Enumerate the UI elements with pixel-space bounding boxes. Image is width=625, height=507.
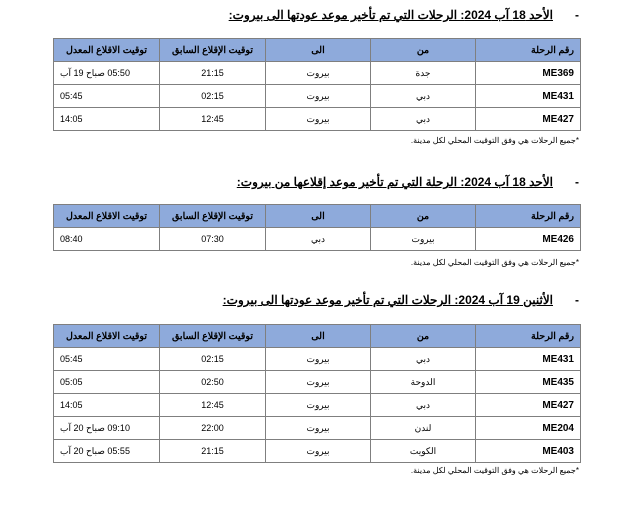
table-header-row: [54, 39, 581, 62]
flight-number: ME426: [476, 228, 581, 251]
new-departure-text: 05:05: [60, 377, 83, 387]
origin: دبي: [371, 108, 476, 131]
previous-departure: 02:50: [160, 371, 266, 394]
col-prev-header: توقيت الإقلاع السابق: [160, 39, 266, 62]
table-row: [54, 440, 581, 463]
col-from-header: من: [371, 205, 476, 228]
new-departure-text: 08:40: [60, 234, 83, 244]
schedule-table-2: [53, 204, 581, 251]
new-departure-text: 05:50 صباح 19 آب: [60, 67, 130, 78]
previous-departure: 02:15: [160, 348, 266, 371]
col-to-header: الى: [266, 325, 371, 348]
table-header-row: [54, 325, 581, 348]
col-flight-header: رقم الرحلة: [476, 325, 581, 348]
new-departure-text: 05:55 صباح 20 آب: [60, 445, 130, 456]
table-row: [54, 348, 581, 371]
new-departure: [54, 371, 160, 394]
flight-number: ME427: [476, 394, 581, 417]
new-departure-text: 05:45: [60, 354, 83, 364]
new-departure: [54, 62, 160, 85]
flight-number: ME427: [476, 108, 581, 131]
flight-number: ME435: [476, 371, 581, 394]
previous-departure: 07:30: [160, 228, 266, 251]
table-row: [54, 62, 581, 85]
bullet-dash: -: [575, 175, 579, 189]
section-title: الأثنين 19 آب 2024: الرحلات التي تم تأخير موعد عودتها الى بيروت:: [222, 293, 553, 307]
new-departure-text: 09:10 صباح 20 آب: [60, 422, 130, 433]
section-3-heading: [223, 293, 579, 307]
col-prev-header: توقيت الإقلاع السابق: [160, 205, 266, 228]
origin: بيروت: [371, 228, 476, 251]
table-row: [54, 417, 581, 440]
flight-number: ME431: [476, 348, 581, 371]
schedule-table-1: [53, 38, 581, 131]
origin: لندن: [371, 417, 476, 440]
bullet-dash: -: [575, 8, 579, 22]
section-title: الأحد 18 آب 2024: الرحلات التي تم تأخير موعد عودتها الى بيروت:: [228, 8, 553, 22]
new-departure-text: 05:45: [60, 91, 83, 101]
flight-number: ME431: [476, 85, 581, 108]
col-prev-header: توقيت الإقلاع السابق: [160, 325, 266, 348]
previous-departure: 21:15: [160, 62, 266, 85]
col-to-header: الى: [266, 39, 371, 62]
section-title: الأحد 18 آب 2024: الرحلة التي تم تأخير موعد إقلاعها من بيروت:: [236, 175, 553, 189]
timezone-note: *جميع الرحلات هي وفق التوقيت المحلي لكل مدينة.: [410, 466, 579, 475]
destination: بيروت: [266, 417, 371, 440]
new-departure: [54, 108, 160, 131]
previous-departure: 22:00: [160, 417, 266, 440]
new-departure: [54, 228, 160, 251]
table-row: [54, 228, 581, 251]
col-flight-header: رقم الرحلة: [476, 205, 581, 228]
flight-number: ME204: [476, 417, 581, 440]
bullet-dash: -: [575, 293, 579, 307]
col-new-header: توقيت الاقلاع المعدل: [54, 39, 160, 62]
destination: بيروت: [266, 440, 371, 463]
new-departure: [54, 394, 160, 417]
new-departure: [54, 348, 160, 371]
flight-number: ME369: [476, 62, 581, 85]
col-flight-header: رقم الرحلة: [476, 39, 581, 62]
section-1-heading: [229, 8, 579, 22]
new-departure: [54, 85, 160, 108]
previous-departure: 21:15: [160, 440, 266, 463]
destination: بيروت: [266, 348, 371, 371]
table-row: [54, 108, 581, 131]
table-row: [54, 371, 581, 394]
table-row: [54, 85, 581, 108]
col-to-header: الى: [266, 205, 371, 228]
origin: دبي: [371, 394, 476, 417]
table-row: [54, 394, 581, 417]
section-2-heading: [237, 175, 579, 189]
table-header-row: [54, 205, 581, 228]
origin: الدوحة: [371, 371, 476, 394]
origin: دبي: [371, 348, 476, 371]
new-departure-text: 14:05: [60, 114, 83, 124]
col-from-header: من: [371, 325, 476, 348]
previous-departure: 12:45: [160, 394, 266, 417]
origin: الكويت: [371, 440, 476, 463]
origin: جدة: [371, 62, 476, 85]
destination: بيروت: [266, 394, 371, 417]
destination: بيروت: [266, 371, 371, 394]
origin: دبي: [371, 85, 476, 108]
timezone-note: *جميع الرحلات هي وفق التوقيت المحلي لكل مدينة.: [410, 136, 579, 145]
previous-departure: 02:15: [160, 85, 266, 108]
col-new-header: توقيت الاقلاع المعدل: [54, 205, 160, 228]
schedule-table-3: [53, 324, 581, 463]
col-from-header: من: [371, 39, 476, 62]
new-departure: [54, 440, 160, 463]
previous-departure: 12:45: [160, 108, 266, 131]
destination: بيروت: [266, 62, 371, 85]
destination: دبي: [266, 228, 371, 251]
flight-number: ME403: [476, 440, 581, 463]
new-departure-text: 14:05: [60, 400, 83, 410]
col-new-header: توقيت الاقلاع المعدل: [54, 325, 160, 348]
new-departure: [54, 417, 160, 440]
destination: بيروت: [266, 85, 371, 108]
destination: بيروت: [266, 108, 371, 131]
timezone-note: *جميع الرحلات هي وفق التوقيت المحلي لكل مدينة.: [410, 258, 579, 267]
